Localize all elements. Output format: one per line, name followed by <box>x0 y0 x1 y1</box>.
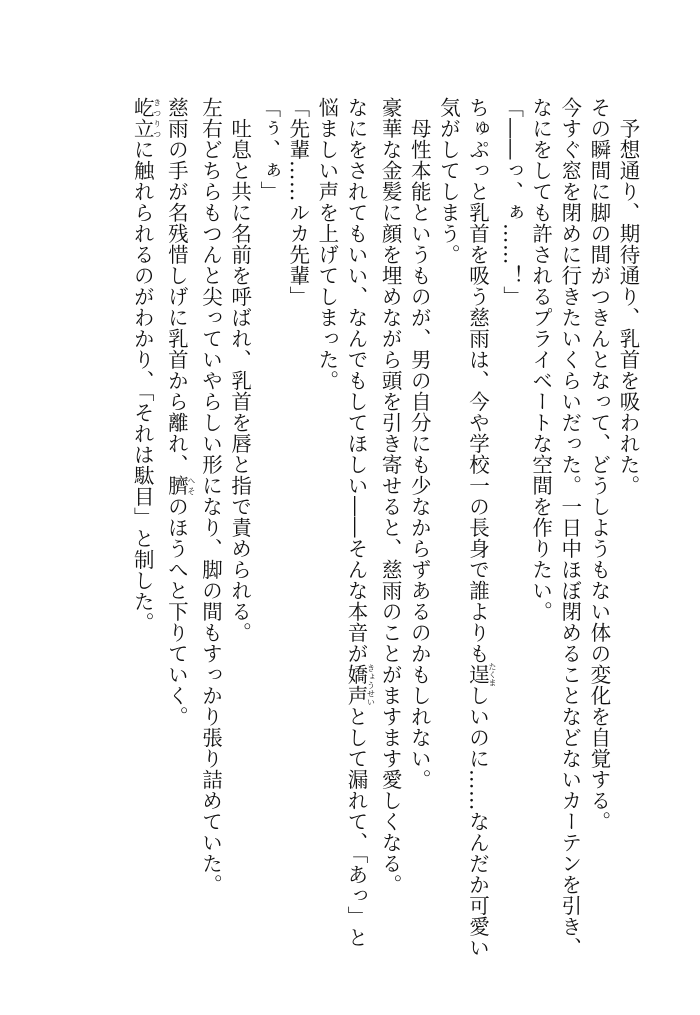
ruby-base: 屹立 <box>130 97 155 139</box>
line-text: 「ぅ、ぁ」 <box>256 97 281 202</box>
ruby-annotation <box>465 662 497 687</box>
vertical-text-body <box>127 97 642 992</box>
dialogue-line <box>283 97 312 992</box>
text-line <box>433 97 462 992</box>
line-text-after: のほうへと下りていく。 <box>164 496 189 727</box>
text-line <box>127 97 161 992</box>
line-text: 豪華な金髪に顔を埋めながら頭を引き寄せると、慈雨のことがますます愛しくなる。 <box>378 97 403 895</box>
line-text-after: に触れられるのがわかり、「それは駄目」と制した。 <box>130 139 155 633</box>
line-text: 今すぐ窓を閉めに行きたいくらいだった。一日中ほぼ閉めることなどないカーテンを引き、 <box>557 97 582 958</box>
line-text: なにをされてもいい、なんでもしてほしい――そんな本音が <box>344 97 369 664</box>
ruby-reading: へそ <box>186 475 196 496</box>
line-text: 左右どちらもつんと尖っていやらしい形になり、脚の間もすっかり張り詰めていた。 <box>198 97 223 895</box>
ruby-base: 臍 <box>164 475 189 496</box>
dialogue-line <box>496 97 525 992</box>
text-line <box>224 97 253 992</box>
text-line <box>404 97 433 992</box>
line-text: 慈雨の手が名残惜しげに乳首から離れ、 <box>164 97 189 475</box>
line-text: 予想通り、期待通り、乳首を吸われた。 <box>616 117 640 496</box>
ruby-base: 逞 <box>465 662 490 687</box>
line-text: 悩ましい声を上げてしまった。 <box>314 97 339 391</box>
line-text: ちゅぷっと乳首を吸う慈雨は、今や学校一の長身で誰よりも <box>465 97 490 664</box>
line-text: その瞬間に脚の間がつきんとなって、どうしようもない体の変化を自覚する。 <box>586 97 611 832</box>
text-line <box>555 97 584 992</box>
text-line <box>195 97 224 992</box>
ruby-reading: きょうせい <box>366 664 376 706</box>
text-line <box>312 97 341 992</box>
line-text: 吐息と共に名前を呼ばれ、乳首を唇と指で責められる。 <box>227 117 252 643</box>
text-line <box>161 97 195 992</box>
ruby-annotation <box>130 97 162 139</box>
text-line <box>584 97 613 992</box>
line-text: 母性本能というものが、男の自分にも少なからずあるのかもしれない。 <box>407 117 432 790</box>
ruby-reading: たくま <box>487 662 497 687</box>
line-text: 「――っ、ぁ……！」 <box>499 97 524 307</box>
ruby-reading: きつりつ <box>152 97 162 139</box>
text-line <box>341 97 375 992</box>
line-text: 気がしてしまう。 <box>436 97 461 265</box>
ruby-base: 嬌声 <box>344 664 369 706</box>
line-text: 「先輩……ルカ先輩」 <box>285 97 310 307</box>
text-line <box>375 97 404 992</box>
line-text-after: しいのに……なんだか可愛い <box>465 685 490 958</box>
dialogue-line <box>254 97 283 992</box>
ruby-annotation <box>164 475 196 496</box>
text-line <box>462 97 496 992</box>
line-text: なにをしても許されるプライベートな空間を作りたい。 <box>528 97 553 622</box>
text-line <box>526 97 555 992</box>
text-line <box>613 97 642 992</box>
line-text-after: として漏れて、「あっ」と <box>344 706 369 948</box>
ruby-annotation <box>344 664 376 706</box>
